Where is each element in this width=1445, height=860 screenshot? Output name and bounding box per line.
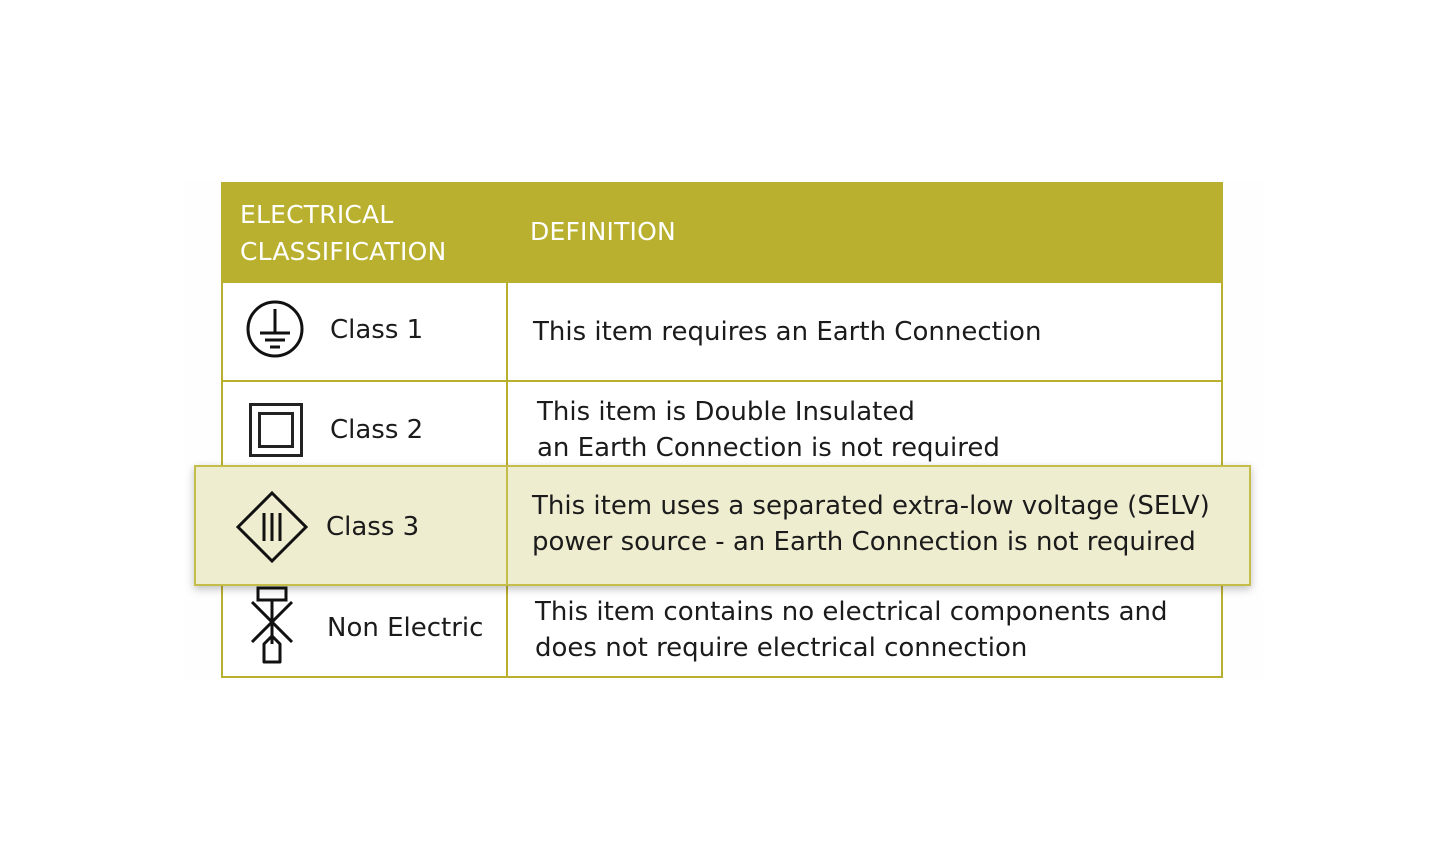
table-row-class-2 — [223, 382, 1221, 467]
definition-line: power source - an Earth Connection is not required — [532, 527, 1196, 557]
earth-ground-icon — [245, 299, 305, 363]
selv-diamond-icon — [235, 490, 309, 568]
classification-label: Non Electric — [327, 613, 484, 643]
table-row-class-1 — [223, 283, 1221, 380]
classification-label: Class 2 — [330, 415, 424, 445]
table-header — [223, 184, 1221, 283]
definition-text — [535, 594, 1168, 666]
classification-label: Class 3 — [326, 512, 420, 542]
definition-line: an Earth Connection is not required — [537, 433, 1000, 463]
header-definition: DEFINITION — [530, 217, 676, 246]
table-row-class-3-highlighted — [194, 465, 1251, 586]
header-classification-line2: CLASSIFICATION — [240, 237, 447, 266]
definition-line: This item uses a separated extra-low voltage (SELV) — [532, 491, 1210, 521]
definition-line: This item is Double Insulated — [537, 397, 915, 427]
definition-text — [532, 488, 1210, 560]
column-divider — [506, 467, 508, 584]
header-classification — [240, 196, 446, 270]
crossed-plug-icon — [249, 586, 295, 670]
table-row-non-electric — [223, 588, 1221, 678]
definition-text — [533, 314, 1041, 350]
classification-table — [221, 182, 1223, 678]
definition-line: does not require electrical connection — [535, 633, 1028, 663]
double-square-icon — [249, 403, 303, 461]
header-classification-line1: ELECTRICAL — [240, 200, 394, 229]
definition-line: This item contains no electrical components and — [535, 597, 1168, 627]
classification-label: Class 1 — [330, 315, 424, 345]
definition-line: This item requires an Earth Connection — [533, 317, 1042, 347]
definition-text — [537, 394, 1000, 466]
